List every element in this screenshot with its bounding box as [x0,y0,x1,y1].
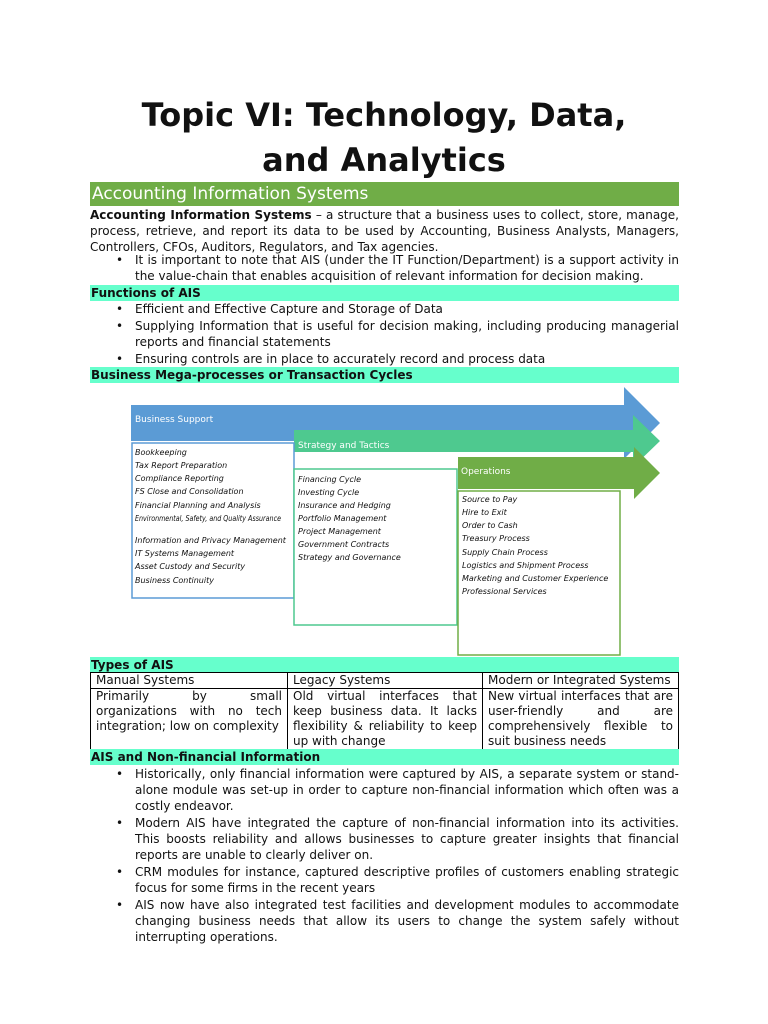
list-item: Bookkeeping [135,448,187,457]
list-item: Professional Services [462,587,547,596]
functions-list [90,301,679,368]
list-item: Asset Custody and Security [135,562,246,571]
table-cell: Primarily by small organizations with no tech integration; low on complexity [91,689,288,750]
list-item: Insurance and Hedging [298,501,391,510]
page-title-line-1: Topic VI: Technology, Data, [141,96,627,134]
list-item: Investing Cycle [298,488,360,497]
table-header-row [91,673,679,689]
non-financial-list [90,766,679,946]
section-heading-non-financial: AIS and Non-financial Information [90,749,679,765]
table-row [91,689,679,750]
list-item: Source to Pay [462,495,518,504]
ais-note-list [90,252,679,285]
table-header-cell: Manual Systems [91,673,288,689]
list-item: • Supplying Information that is useful for decision making, including producing managerial reports and financial statements [116,319,679,349]
list-item: Strategy and Governance [298,553,401,562]
list-item: Hire to Exit [462,508,507,517]
list-item: • CRM modules for instance, captured descriptive profiles of customers enabling strategic focus for some firms in the recent years [116,865,679,895]
ais-definition-text: – a structure that a business uses to collect, store, manage, process, retrieve, and report its data to be used by Accounting, Business Analysts, Managers, Controllers, CFOs, Auditors, Regulators, and Tax agencies. [90,208,679,254]
table-cell: Old virtual interfaces that keep business data. It lacks flexibility & reliability to keep up with change [288,689,483,750]
list-item: Information and Privacy Management [135,536,286,545]
list-item: • Historically, only financial information were captured by AIS, a separate system or stand-alone module was set-up in order to capture non-financial information which often was a costly endeavor. [116,767,679,813]
section-heading-types: Types of AIS [90,657,679,673]
list-item: Treasury Process [462,534,530,543]
list-item: Logistics and Shipment Process [462,561,589,570]
list-item: Compliance Reporting [135,474,224,483]
section-heading-ais: Accounting Information Systems [90,182,679,206]
list-item: Business Continuity [135,576,214,585]
list-item: • Efficient and Effective Capture and Storage of Data [116,302,443,316]
list-item: • Ensuring controls are in place to accurately record and process data [116,352,546,366]
list-item: Order to Cash [462,521,518,530]
list-item: Financing Cycle [298,475,362,484]
list-item: Marketing and Customer Experience [462,574,609,583]
list-item: Portfolio Management [298,514,387,523]
business-support-label: Business Support [135,415,214,425]
list-item: FS Close and Consolidation [135,487,244,496]
table-cell: New virtual interfaces that are user-friendly and are comprehensively flexible to suit business needs [483,689,679,750]
list-item: IT Systems Management [135,549,235,558]
list-item: Tax Report Preparation [135,461,228,470]
section-heading-functions: Functions of AIS [90,285,679,301]
list-item: Environmental, Safety, and Quality Assurance [135,514,282,523]
table-header-cell: Modern or Integrated Systems [483,673,679,689]
list-item: Financial Planning and Analysis [135,501,261,510]
operations-label: Operations [461,467,511,477]
strategy-tactics-label: Strategy and Tactics [298,441,390,451]
list-item: Project Management [298,527,381,536]
page-title-line-2: and Analytics [262,141,506,179]
ais-definition-term: Accounting Information Systems [90,208,312,222]
table-header-cell: Legacy Systems [288,673,483,689]
list-item: • Modern AIS have integrated the capture of non-financial information into its activities. This boosts reliability and allows businesses to capture greater insights that financial reports are unable to clearly deliver on. [116,816,679,862]
list-item: • It is important to note that AIS (under the IT Function/Department) is a support activity in the value-chain that enables acquisition of relevant information for decision making. [116,253,679,283]
types-of-ais-table [90,672,679,750]
mega-process-diagram [128,385,668,660]
list-item: • AIS now have also integrated test facilities and development modules to accommodate changing business needs that allow its users to change the system safely without interrupting operations. [116,898,679,944]
list-item: Government Contracts [298,540,390,549]
list-item: Supply Chain Process [462,548,548,557]
section-heading-mega-processes: Business Mega-processes or Transaction Cycles [90,367,679,383]
ais-definition [90,207,679,255]
